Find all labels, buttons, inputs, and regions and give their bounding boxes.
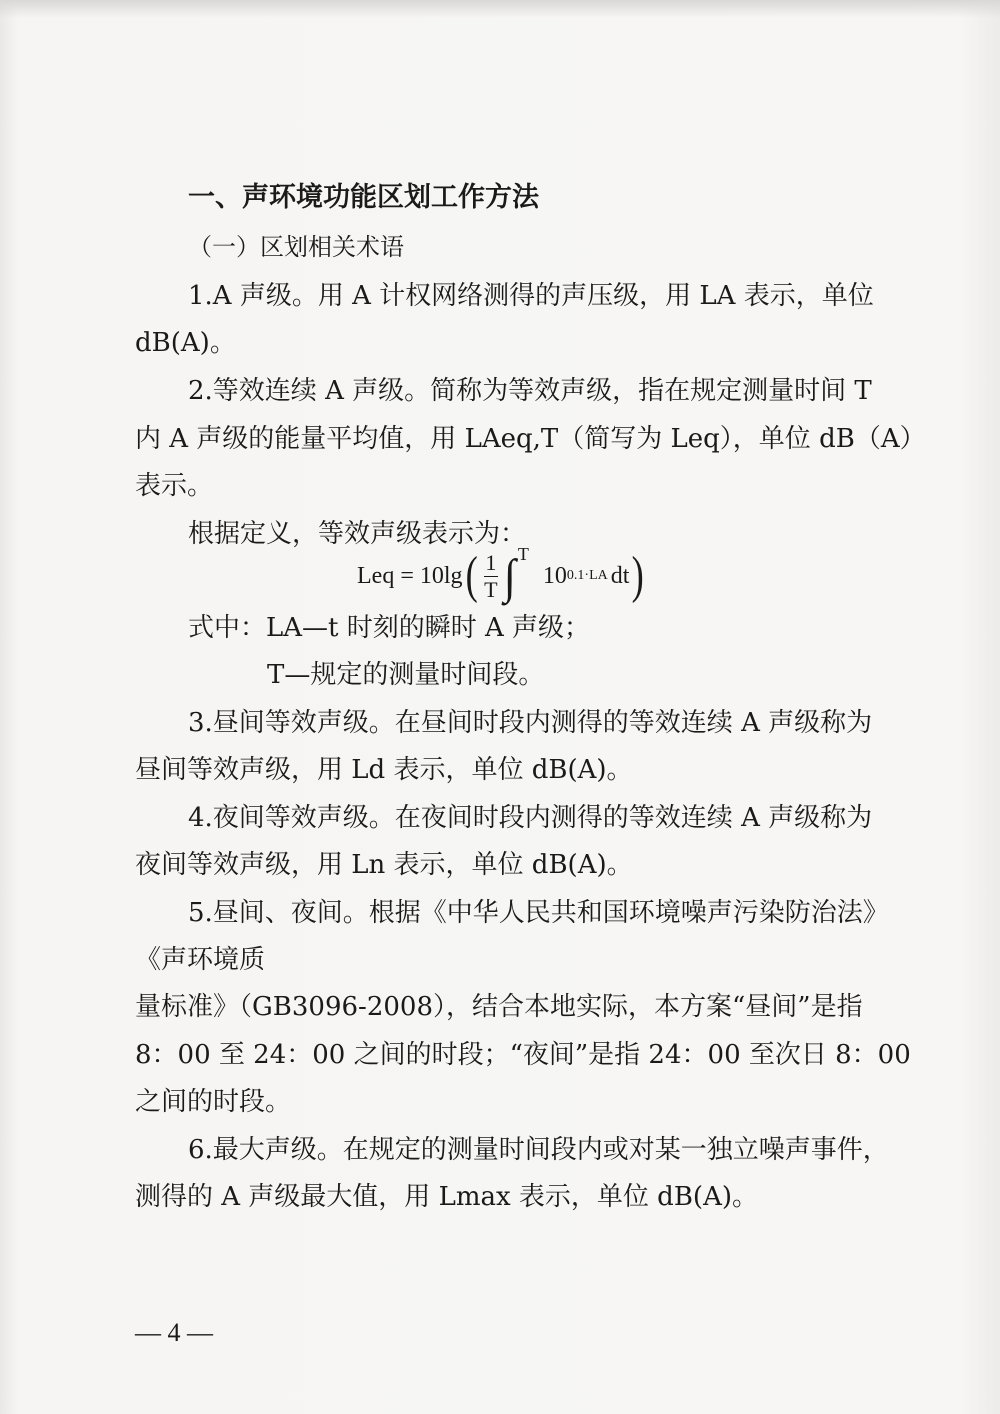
fraction-numerator: 1 xyxy=(485,549,497,575)
formula-right-paren: ) xyxy=(632,547,645,604)
formula-fraction xyxy=(484,549,498,602)
term-5-line-5: 之间的时段。 xyxy=(135,1087,292,1117)
integrand-base: 10 xyxy=(542,562,567,589)
term-2-line-2: 内 A 声级的能量平均值，用 LAeq,T（简写为 Leq），单位 dB（A） xyxy=(135,424,926,454)
section-title: 一、声环境功能区划工作方法 xyxy=(188,182,539,213)
term-4-line-2: 夜间等效声级，用 Ln 表示，单位 dB(A)。 xyxy=(135,850,633,880)
formula-lhs: Leq = 10lg xyxy=(357,562,463,589)
term-1-line-2: dB(A)。 xyxy=(135,328,236,358)
integral-upper-limit: T xyxy=(517,543,529,564)
term-1-line-1: 1.A 声级。用 A 计权网络测得的声压级，用 LA 表示，单位 xyxy=(188,281,874,311)
term-5-line-2: 《声环境质 xyxy=(135,945,266,975)
integrand-exponent: 0.1·LA xyxy=(566,568,608,583)
term-3-line-1: 3.昼间等效声级。在昼间时段内测得的等效连续 A 声级称为 xyxy=(188,708,873,738)
term-6-line-1: 6.最大声级。在规定的测量时间段内或对某一独立噪声事件， xyxy=(188,1135,889,1165)
where-line-2: T—规定的测量时间段。 xyxy=(267,660,545,690)
where-line-1: 式中：LA—t 时刻的瞬时 A 声级； xyxy=(188,613,591,643)
integral-sign: ∫ xyxy=(503,549,516,603)
term-2-line-1: 2.等效连续 A 声级。简称为等效声级，指在规定测量时间 T xyxy=(188,376,872,406)
leq-formula xyxy=(357,543,647,604)
term-3-line-2: 昼间等效声级，用 Ld 表示，单位 dB(A)。 xyxy=(135,755,633,785)
formula-left-paren: ( xyxy=(465,547,478,604)
term-5-line-3: 量标准》（GB3096-2008），结合本地实际，本方案“昼间”是指 xyxy=(135,992,863,1022)
fraction-denominator: T xyxy=(484,576,498,602)
term-4-line-1: 4.夜间等效声级。在夜间时段内测得的等效连续 A 声级称为 xyxy=(188,803,873,833)
term-5-line-1: 5.昼间、夜间。根据《中华人民共和国环境噪声污染防治法》 xyxy=(188,898,889,928)
subsection-title: （一）区划相关术语 xyxy=(188,233,404,261)
term-2-line-3: 表示。 xyxy=(135,471,214,501)
scan-edge xyxy=(0,0,1000,18)
term-6-line-2: 测得的 A 声级最大值，用 Lmax 表示，单位 dB(A)。 xyxy=(135,1182,758,1212)
term-2-line-4: 根据定义，等效声级表示为： xyxy=(188,519,527,549)
formula-dt: dt xyxy=(610,562,630,589)
page-number: — 4 — xyxy=(135,1318,213,1347)
term-5-line-4: 8：00 至 24：00 之间的时段；“夜间”是指 24：00 至次日 8：00 xyxy=(135,1040,911,1070)
